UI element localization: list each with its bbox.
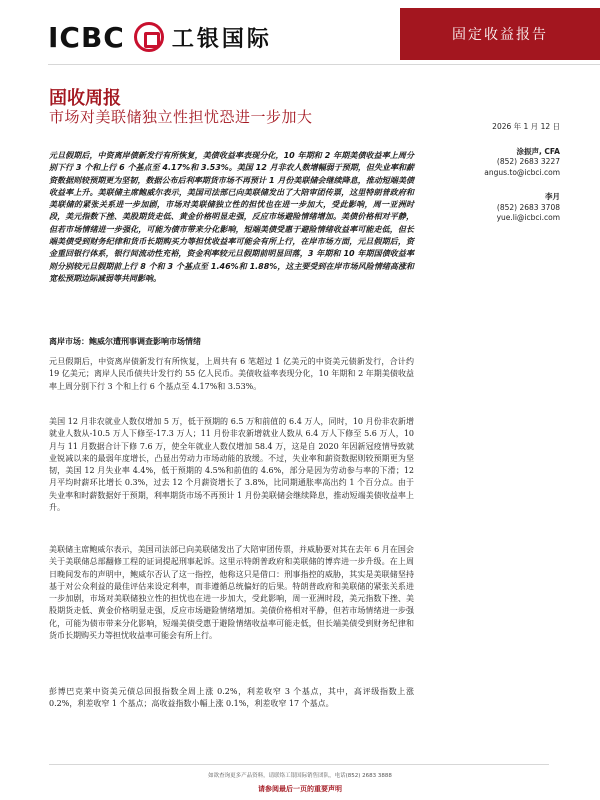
footer-contact-note: 如欲查询更多产品资料，请联络工银国际销售团队，电话(852) 2683 3888	[208, 773, 392, 779]
summary-paragraph: 元旦假期后，中资离岸债新发行有所恢复，美债收益率表现分化，10 年期和 2 年期美债收益率上周分别下行 3 个和上行 6 个基点至 4.17%和 3.53%。美国 12 月非农人数增幅弱于预期，但失业率和薪资数据则较预期更为坚韧，数据公布后利率期货市场不再预计 1 月份美联储会继续降息，推动短端美债收益率上升。美联储主席鲍威尔表示，美国司法部已向美联储发出了大陪审团传票，这里特朗普政府和美联储的紧张关系进一步加剧，市场对美联储独立性的担忧也在进一步加大，受此影响，周一亚洲时段，美元指数下挫、美股期货走低、黄金价格明显走强，反应市场避险情绪增加。美债价格相对平静，但若市场情绪进一步强化，可能为债市带来分化影响，短端美债受惠于避险情绪收益率可能走低，但长端美债受到财务纪律和货币长期购买力等担忧收益率可能会有所上行，在岸市场方面，元旦假期后，资金重回银行体系，银行间流动性充裕，资金利率较元旦假期前明显回落，3 年期和 10 年期国债收益率则分别较元旦假期前上行 8 个和 3 个基点至 1.46%和 1.88%，这主要受到在岸市场风险情绪高涨和宽松预期边际减弱等共同影响。	[49, 151, 414, 283]
logo-text-en: ICBC	[48, 20, 125, 54]
analyst-block	[440, 192, 560, 224]
body-paragraph: 元旦假期后，中资离岸债新发行有所恢复，上周共有 6 笔超过 1 亿美元的中资美元债新发行，合计约 19 亿美元；离岸人民币债共计发行约 55 亿人民币。美债收益率表现分化，10 年期和 2 年期美债收益率上周分别下行 3 个和上行 6 个基点至 4.17%和 3.53%。	[49, 357, 414, 391]
header-divider	[48, 64, 600, 65]
analyst-email[interactable]: yue.li@icbci.com	[496, 213, 560, 222]
icbc-emblem-icon	[134, 22, 164, 52]
body-paragraph: 美国 12 月非农就业人数仅增加 5 万，低于预期的 6.5 万和前值的 6.4 万人，同时，10 月份非农新增就业人数从-10.5 万人下修至-17.3 万人；11 月份非农新增就业人数从 6.4 万人下修至 5.6 万人，10 月与 11 月数据合计下修 7.6 万，使全年就业人数仅增加 58.4 万，这是自 2020 年因新冠疫情导致就业锐减以来的最弱年度增长，凸显出劳动力市场动能的放缓。不过，失业率和薪资数据则较预期更为坚韧，美国 12 月失业率 4.4%，低于预期的 4.5%和前值的 4.6%，部分是因为劳动参与率的下滑；12 月平均时薪环比增长 0.3%，过去 12 个月薪资增长了 3.8%，比同期通胀率高出约 1 个百分点。由于失业率和时薪数据好于预期，利率期货市场不再预计 1 月份美联储会继续降息，推动短端美债收益率上升。	[49, 417, 414, 513]
company-logo	[48, 20, 272, 54]
report-meta-sidebar	[440, 122, 560, 238]
analyst-email[interactable]: angus.to@icbci.com	[484, 167, 560, 177]
report-type-banner: 固定收益报告	[400, 8, 600, 60]
body-paragraph: 彭博巴克莱中资美元债总回报指数全周上涨 0.2%，利差收窄 3 个基点，其中，高评级指数上涨 0.2%，利差收窄 1 个基点；高收益指数小幅上涨 0.1%，利差收窄 17 个基点。	[49, 687, 414, 709]
analyst-phone: (852) 2683 3227	[496, 157, 560, 166]
section-subheading: 离岸市场：鲍威尔遭刑事调查影响市场情绪	[49, 337, 201, 346]
body-paragraph: 美联储主席鲍威尔表示，美国司法部已向美联储发出了大陪审团传票，并威胁要对其在去年 6 月在国会关于美联储总部翻修工程的证词提起刑事起诉。这里示特朗普政府和美联储的博弈进一步升级。在上周日晚间发布的声明中，鲍威尔否认了这一指控，他称这只是借口：刑事指控的威胁，其实是美联储坚持基于对公众利益的最佳评估来设定利率，而非遵循总统偏好的后果。特朗普政府和美联储的紧张关系进一步加剧，市场对美联储独立性的担忧也在进一步加大，受此影响，周一亚洲时段，美元指数下挫、美股期货走低、黄金价格明显走强，反应市场避险情绪增加。美债价格相对平静，但若市场情绪进一步强化，可能为债市带来分化影响，短端美债受惠于避险情绪收益率可能走低，但长端美债受到财务纪律和货币长期购买力等担忧收益率可能会有所上行。	[49, 545, 414, 641]
analyst-phone: (852) 2683 3708	[496, 202, 560, 212]
page-title: 市场对美联储独立性担忧恐进一步加大	[49, 108, 313, 126]
report-date: 2026 年 1 月 12 日	[492, 122, 560, 131]
analyst-block	[440, 147, 560, 179]
footer-disclaimer-link[interactable]: 请参阅最后一页的重要声明	[258, 785, 342, 793]
logo-text-cn: 工银国际	[171, 26, 272, 52]
section-title: 固收周报	[49, 88, 121, 109]
footer-divider	[49, 764, 549, 765]
analyst-name: 李月	[545, 192, 560, 201]
analyst-name: 涂振声, CFA	[516, 146, 560, 156]
